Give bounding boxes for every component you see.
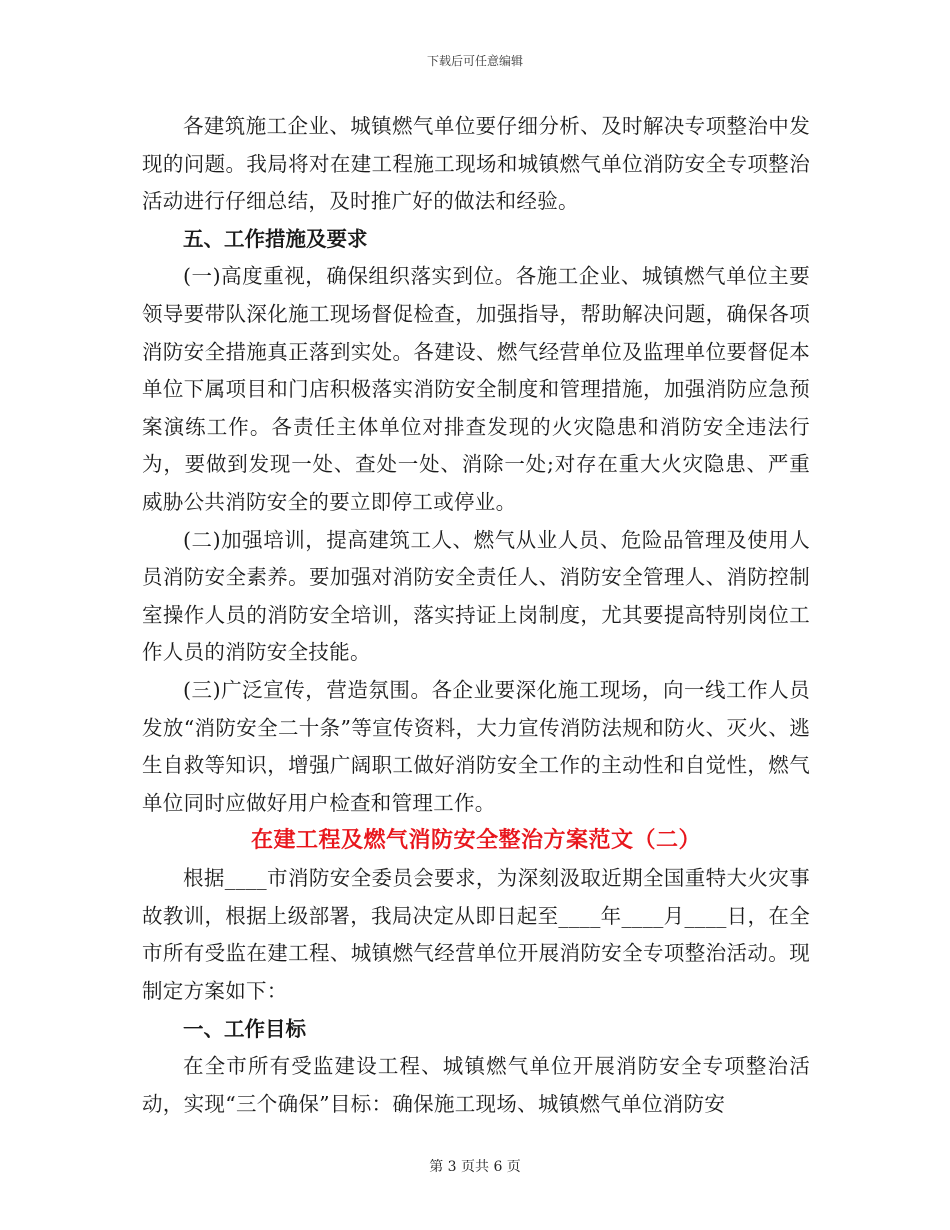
paragraph-intro: 根据____市消防安全委员会要求，为深刻汲取近期全国重特大火灾事故教训，根据上级部署，我局决定从即日起至____年____月____日，在全市所有受监在建工程、城镇燃气经营单位开展消防安全专项整治活动。现制定方案如下： (142, 866, 810, 1004)
section-heading-measures: 五、工作措施及要求 (183, 226, 368, 251)
paragraph-measure-3: (三)广泛宣传，营造氛围。各企业要深化施工现场，向一线工作人员发放“消防安全二十条”等宣传资料，大力宣传消防法规和防火、灭火、逃生自救等知识，增强广阔职工做好消防安全工作的主动性和自觉性，燃气单位同时应做好用户检查和管理工作。 (142, 677, 810, 815)
page-header: 下载后可任意编辑 (426, 54, 523, 68)
document-body (142, 108, 810, 1123)
document-title-2: 在建工程及燃气消防安全整治方案范文（二） (250, 828, 701, 854)
paragraph-summary: 各建筑施工企业、城镇燃气单位要仔细分析、及时解决专项整治中发现的问题。我局将对在建工程施工现场和城镇燃气单位消防安全专项整治活动进行仔细总结，及时推广好的做法和经验。 (142, 114, 810, 214)
section-heading-goal: 一、工作目标 (183, 1016, 306, 1041)
paragraph-measure-1: (一)高度重视，确保组织落实到位。各施工企业、城镇燃气单位主要领导要带队深化施工现场督促检查，加强指导，帮助解决问题，确保各项消防安全措施真正落到实处。各建设、燃气经营单位及监理单位要督促本单位下属项目和门店积极落实消防安全制度和管理措施，加强消防应急预案演练工作。各责任主体单位对排查发现的火灾隐患和消防安全违法行为，要做到发现一处、查处一处、消除一处;对存在重大火灾隐患、严重威胁公共消防安全的要立即停工或停业。 (142, 264, 810, 514)
paragraph-measure-2: (二)加强培训，提高建筑工人、燃气从业人员、危险品管理及使用人员消防安全素养。要加强对消防安全责任人、消防安全管理人、消防控制室操作人员的消防安全培训，落实持证上岗制度，尤其要提高特别岗位工作人员的消防安全技能。 (142, 527, 810, 665)
paragraph-goal: 在全市所有受监建设工程、城镇燃气单位开展消防安全专项整治活动，实现“三个确保”目标：确保施工现场、城镇燃气单位消防安 (142, 1054, 810, 1116)
page-footer: 第 3 页共 6 页 (429, 1159, 521, 1175)
